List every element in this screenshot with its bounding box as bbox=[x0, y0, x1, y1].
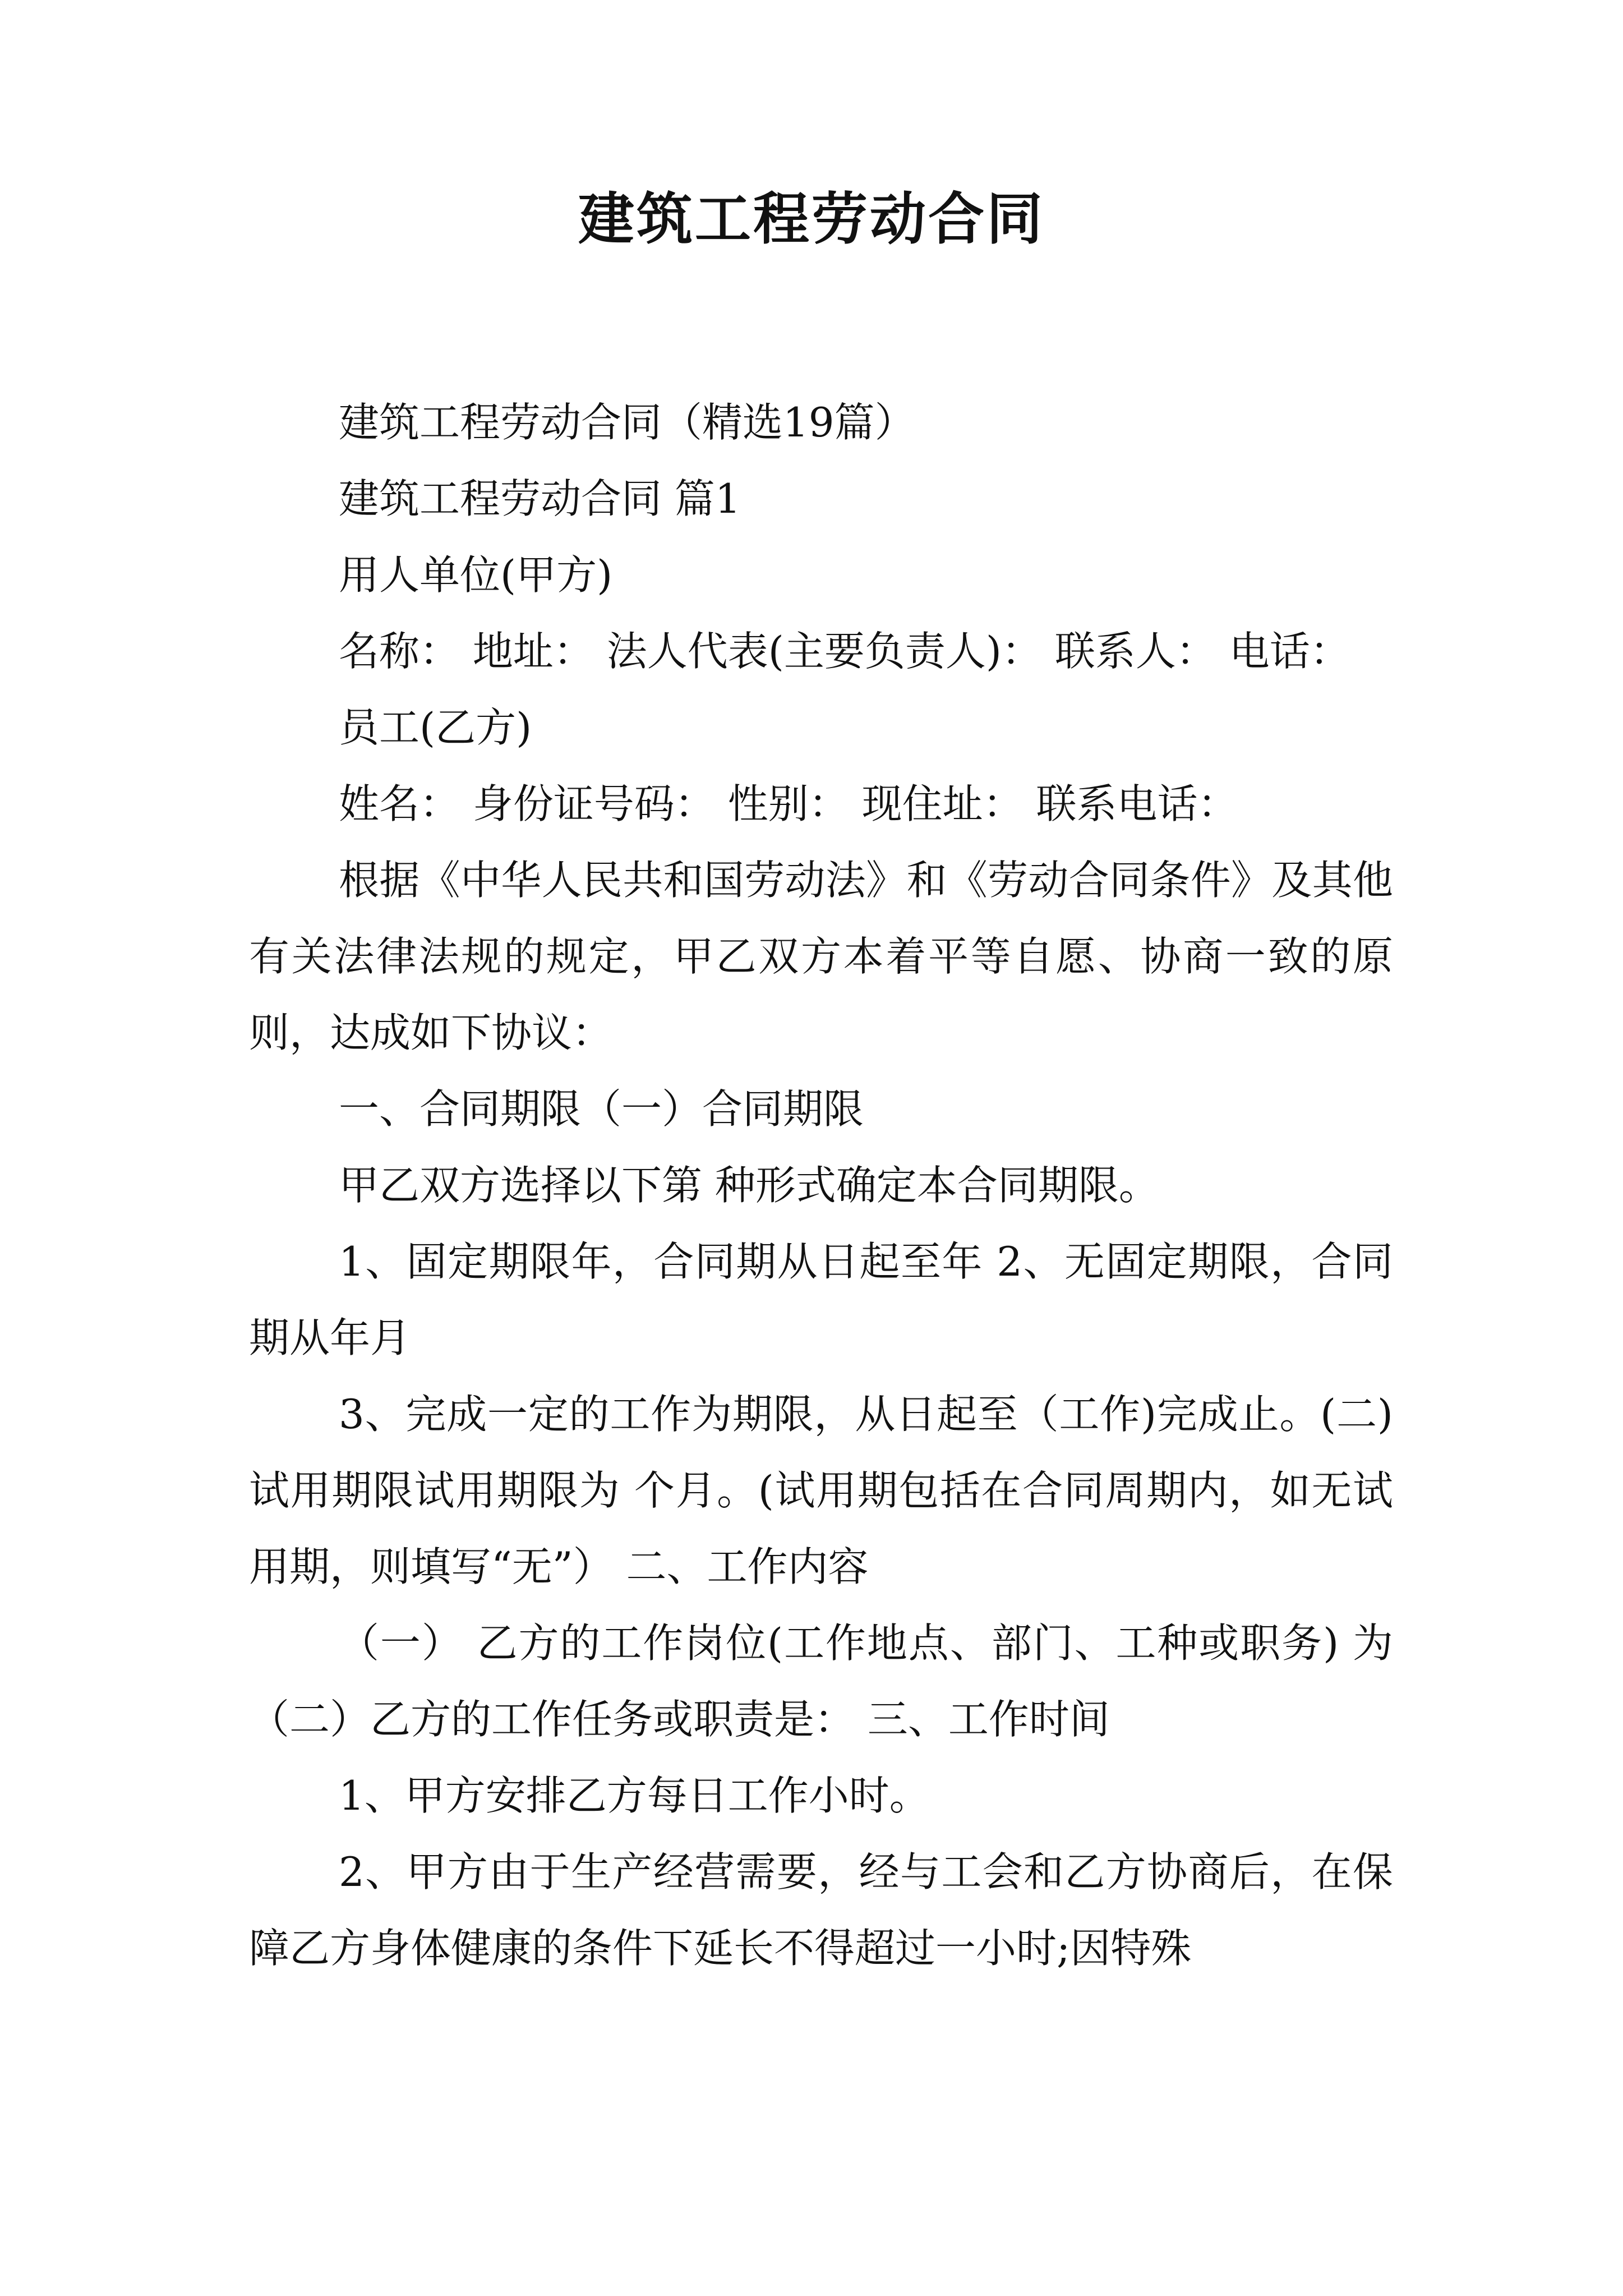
paragraph-subtitle: 建筑工程劳动合同（精选19篇） bbox=[339, 399, 915, 446]
paragraph-employee-heading: 员工(乙方) bbox=[339, 704, 532, 751]
paragraph-term-heading: 一、合同期限（一）合同期限 bbox=[339, 1085, 864, 1133]
paragraph-employer-heading: 用人单位(甲方) bbox=[339, 551, 613, 599]
paragraph-job-content: （一） 乙方的工作岗位(工作地点、部门、工种或职务) 为（二）乙方的工作任务或职责是： 三、工作时间 bbox=[249, 1619, 1393, 1743]
document-title: 建筑工程劳动合同 bbox=[578, 186, 1045, 252]
paragraph-term-options: 1、固定期限年，合同期从日起至年 2、无固定期限，合同期从年月 bbox=[249, 1238, 1393, 1361]
paragraph-probation: 3、完成一定的工作为期限，从日起至（工作)完成止。(二)试用期限试用期限为 个月。(试用期包括在合同周期内，如无试用期，则填写“无”） 二、工作内容 bbox=[249, 1391, 1393, 1590]
paragraph-employer-fields: 名称： 地址： 法人代表(主要负责人)： 联系人： 电话： bbox=[339, 628, 1350, 675]
paragraph-work-hours: 1、甲方安排乙方每日工作小时。 bbox=[339, 1772, 930, 1819]
paragraph-legal-basis: 根据《中华人民共和国劳动法》和《劳动合同条件》及其他有关法律法规的规定，甲乙双方本着平等自愿、协商一致的原则，达成如下协议： bbox=[249, 857, 1393, 1056]
paragraph-section-heading: 建筑工程劳动合同 篇1 bbox=[339, 475, 741, 522]
paragraph-overtime: 2、甲方由于生产经营需要，经与工会和乙方协商后，在保障乙方身体健康的条件下延长不得超过一小时;因特殊 bbox=[249, 1848, 1393, 1972]
paragraph-employee-fields: 姓名： 身份证号码： 性别： 现住址： 联系电话： bbox=[339, 780, 1238, 827]
paragraph-term-selection: 甲乙双方选择以下第 种形式确定本合同期限。 bbox=[339, 1162, 1159, 1209]
document-body bbox=[249, 384, 1393, 1986]
